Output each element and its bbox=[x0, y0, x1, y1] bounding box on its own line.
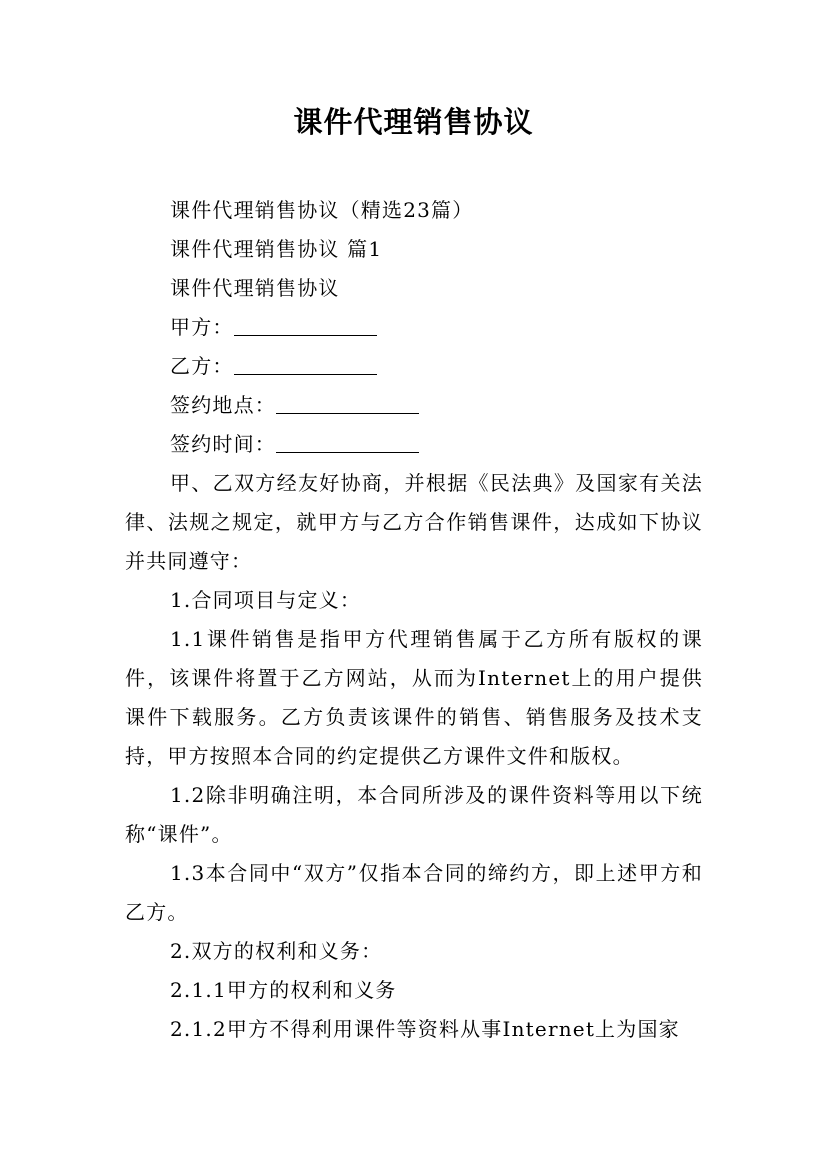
sign-place-label: 签约地点： bbox=[170, 393, 276, 417]
sign-time-label: 签约时间： bbox=[170, 432, 276, 456]
party-b-label: 乙方： bbox=[170, 354, 234, 378]
intro-line-heading: 课件代理销售协议 bbox=[170, 276, 340, 300]
intro-line-selected: 课件代理销售协议（精选23篇） bbox=[170, 198, 474, 222]
paragraph-clause-1-2: 1.2除非明确注明，本合同所涉及的课件资料等用以下统称“课件”。 bbox=[125, 783, 703, 846]
paragraph-clause-1-3: 1.3本合同中“双方”仅指本合同的缔约方，即上述甲方和乙方。 bbox=[125, 861, 703, 924]
sign-place-blank bbox=[276, 391, 419, 414]
sign-time-line bbox=[125, 425, 703, 464]
paragraph-clause-1-1: 1.1课件销售是指甲方代理销售属于乙方所有版权的课件，该课件将置于乙方网站，从而为Internet上的用户提供课件下载服务。乙方负责该课件的销售、销售服务及技术支持，甲方按照本合同的约定提供乙方课件文件和版权。 bbox=[125, 627, 703, 768]
document-title: 课件代理销售协议 bbox=[293, 105, 534, 139]
paragraph-clause-2-1-1: 2.1.1甲方的权利和义务 bbox=[170, 978, 397, 1002]
party-a-blank bbox=[234, 313, 377, 336]
paragraph-section-1: 1.合同项目与定义： bbox=[170, 588, 362, 612]
party-b-blank bbox=[234, 352, 377, 375]
intro-line-chapter: 课件代理销售协议 篇1 bbox=[170, 237, 383, 261]
paragraph-preamble: 甲、乙双方经友好协商，并根据《民法典》及国家有关法律、法规之规定，就甲方与乙方合作销售课件，达成如下协议并共同遵守： bbox=[125, 471, 703, 573]
paragraph-clause-2-1-2: 2.1.2甲方不得利用课件等资料从事Internet上为国家 bbox=[170, 1017, 680, 1041]
sign-time-blank bbox=[276, 430, 419, 453]
party-a-label: 甲方： bbox=[170, 315, 234, 339]
sign-place-line bbox=[125, 386, 703, 425]
paragraph-section-2: 2.双方的权利和义务： bbox=[170, 939, 383, 963]
party-a-line bbox=[125, 308, 703, 347]
party-b-line bbox=[125, 347, 703, 386]
document-body bbox=[125, 191, 703, 1049]
